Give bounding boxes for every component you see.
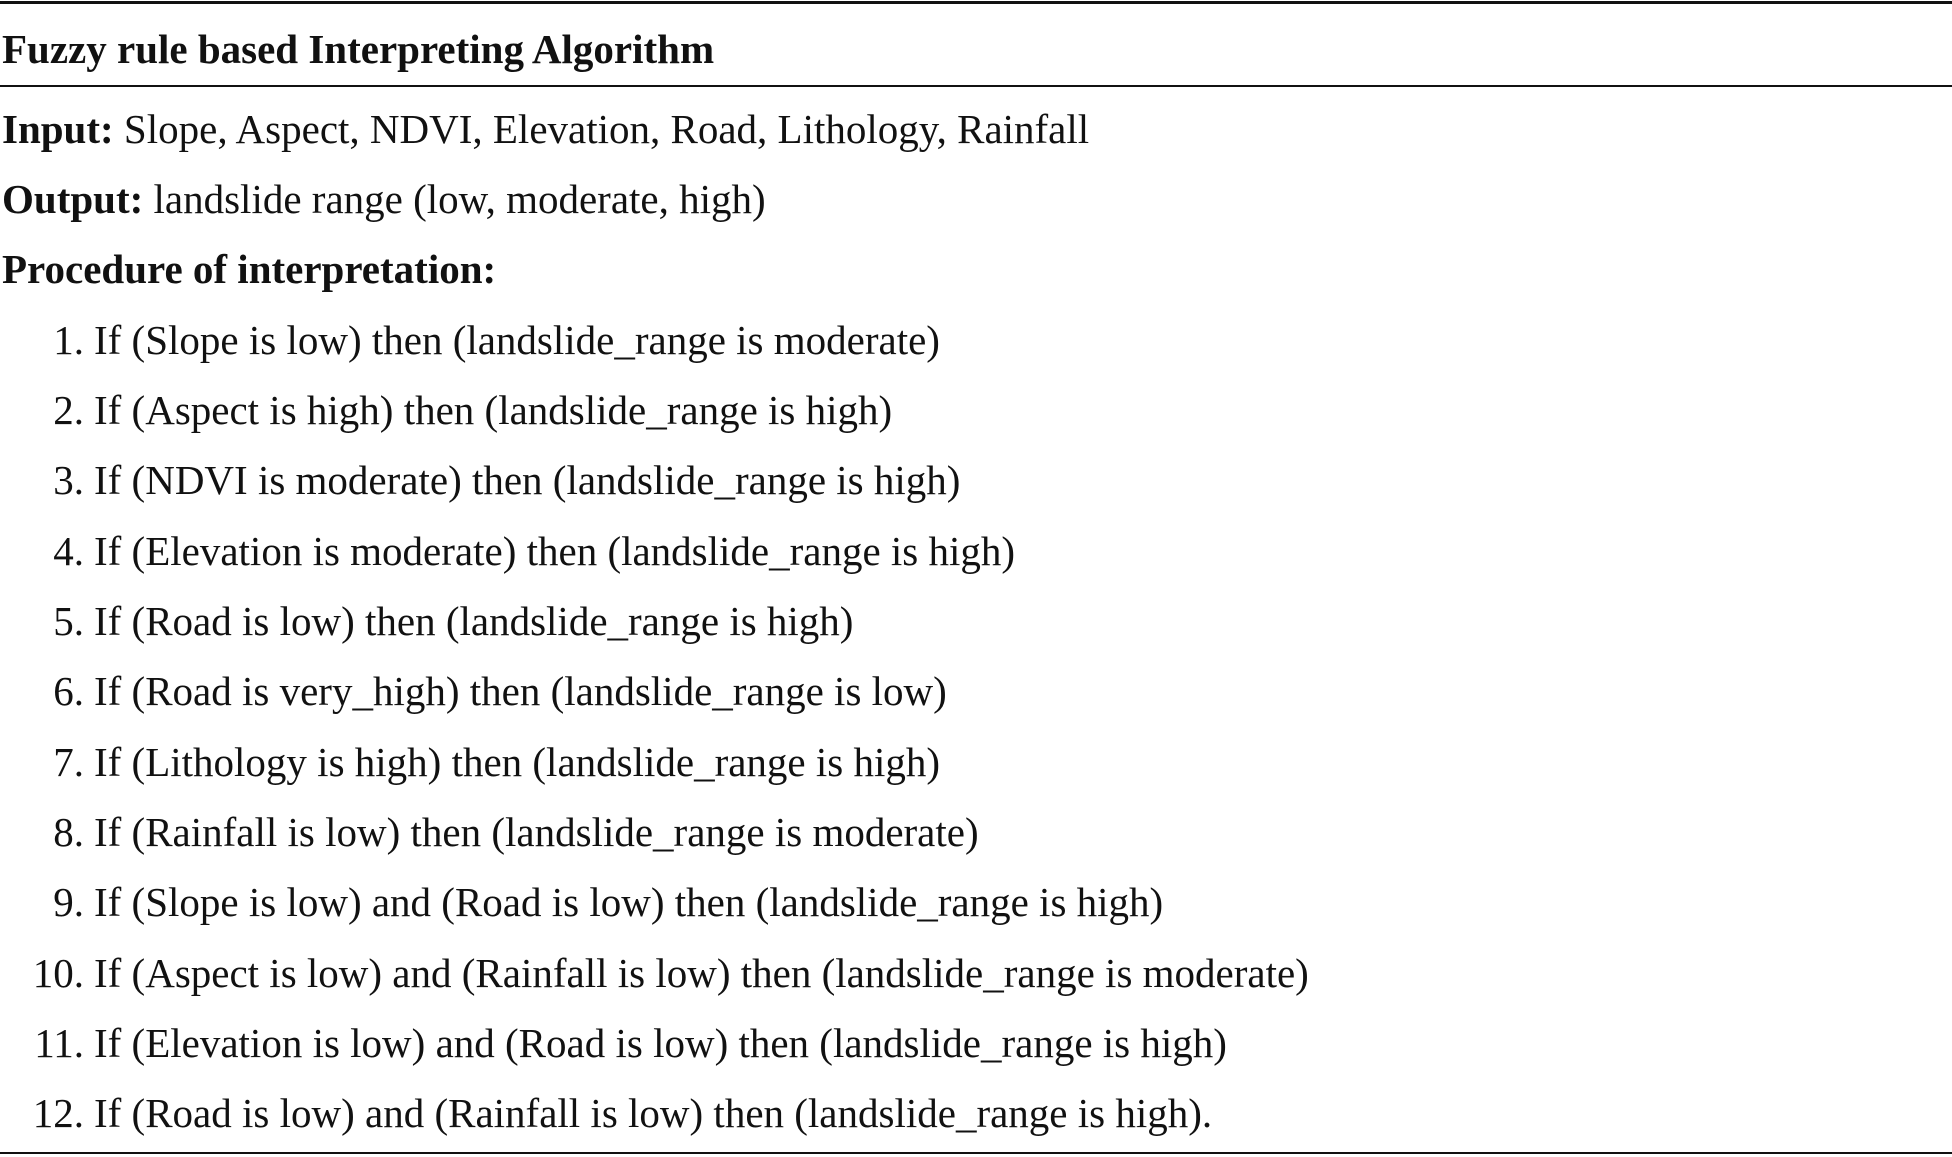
step-text: If (Slope is low) and (Road is low) then (landslide_range is high)	[94, 879, 1164, 925]
procedure-step	[0, 807, 1952, 857]
procedure-step	[0, 877, 1952, 927]
step-text: If (Road is very_high) then (landslide_range is low)	[94, 668, 947, 714]
step-text: If (Road is low) and (Rainfall is low) then (landslide_range is high).	[94, 1090, 1213, 1136]
procedure-label: Procedure of interpretation:	[2, 246, 497, 292]
step-number: 10.	[32, 950, 84, 996]
step-number: 9.	[53, 879, 84, 925]
procedure-step	[0, 737, 1952, 787]
step-number: 8.	[53, 809, 84, 855]
top-rule	[0, 1, 1952, 4]
procedure-step	[0, 948, 1952, 998]
input-line	[2, 104, 1089, 154]
header-rule	[0, 85, 1952, 87]
step-number: 4.	[53, 528, 84, 574]
step-number: 3.	[53, 457, 84, 503]
step-text: If (Aspect is low) and (Rainfall is low) then (landslide_range is moderate)	[94, 950, 1309, 996]
step-text: If (Road is low) then (landslide_range is high)	[94, 598, 854, 644]
step-number: 6.	[53, 668, 84, 714]
procedure-step	[0, 455, 1952, 505]
step-text: If (Aspect is high) then (landslide_range is high)	[94, 387, 893, 433]
step-number: 1.	[53, 317, 84, 363]
procedure-step	[0, 1088, 1952, 1138]
output-label: Output:	[2, 176, 144, 222]
procedure-step	[0, 315, 1952, 365]
step-text: If (Elevation is moderate) then (landslide_range is high)	[94, 528, 1016, 574]
procedure-step	[0, 385, 1952, 435]
output-line	[2, 174, 766, 224]
step-text: If (NDVI is moderate) then (landslide_range is high)	[94, 457, 961, 503]
step-text: If (Rainfall is low) then (landslide_range is moderate)	[94, 809, 979, 855]
step-number: 2.	[53, 387, 84, 433]
procedure-step	[0, 1018, 1952, 1068]
step-number: 7.	[53, 739, 84, 785]
step-number: 12.	[32, 1090, 84, 1136]
input-label: Input:	[2, 106, 114, 152]
procedure-step	[0, 526, 1952, 576]
step-number: 5.	[53, 598, 84, 644]
step-text: If (Elevation is low) and (Road is low) then (landslide_range is high)	[94, 1020, 1227, 1066]
step-number: 11.	[34, 1020, 84, 1066]
step-text: If (Lithology is high) then (landslide_range is high)	[94, 739, 941, 785]
algorithm-title: Fuzzy rule based Interpreting Algorithm	[2, 26, 715, 72]
step-text: If (Slope is low) then (landslide_range is moderate)	[94, 317, 940, 363]
procedure-line	[2, 244, 496, 294]
output-value: landslide range (low, moderate, high)	[153, 176, 766, 222]
bottom-rule	[0, 1152, 1952, 1154]
procedure-step	[0, 666, 1952, 716]
input-value: Slope, Aspect, NDVI, Elevation, Road, Lithology, Rainfall	[123, 106, 1090, 152]
procedure-step	[0, 596, 1952, 646]
